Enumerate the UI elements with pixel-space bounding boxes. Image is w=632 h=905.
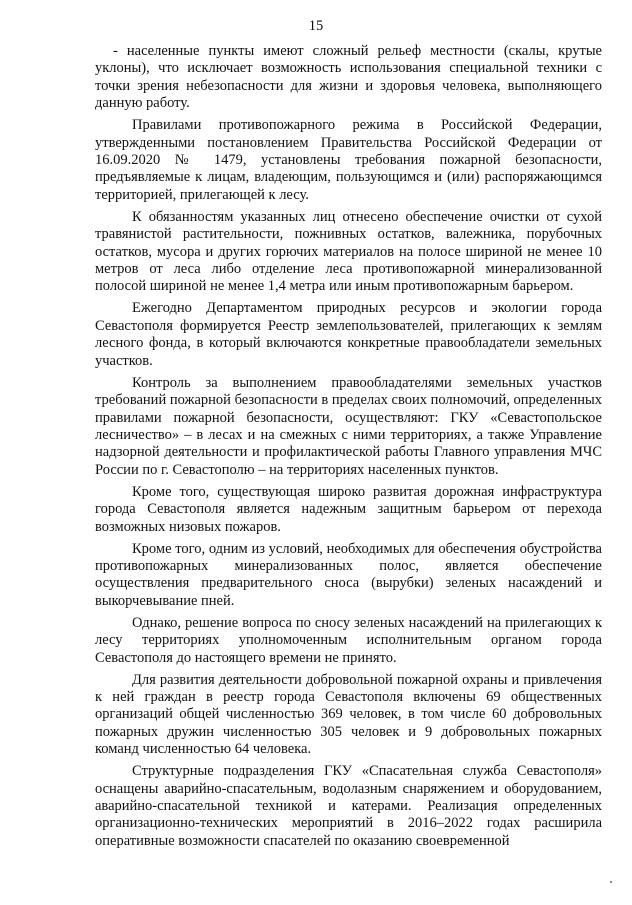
page-number: 15 xyxy=(308,18,324,34)
paragraph-3: К обязанностям указанных лиц отнесено обеспечение очистки от сухой травянистой растительности, пожнивных остатков, валежника, порубочных остатков, мусора и других горючих материалов на полосе шириной не менее 10 метров от леса либо отделение леса противопожарной минерализованной полосой шириной не менее 1,4 метра или иным противопожарным барьером. xyxy=(95,208,602,295)
paragraph-5: Контроль за выполнением правообладателями земельных участков требований пожарной безопасности в пределах своих полномочий, определенных правилами пожарной безопасности, осуществляют: ГКУ «Севастопольское лесничество» – в лесах и на смежных с ними территориях, а также Управление надзорной деятельности и профилактической работы Главного управления МЧС России по г. Севастополю – на территориях населенных пунктов. xyxy=(95,374,602,478)
paragraph-9: Для развития деятельности добровольной пожарной охраны и привлечения к ней граждан в реестр города Севастополя включены 69 общественных организаций общей численностью 369 человек, в том числе 60 добровольных пожарных дружин численностью 305 человек и 9 добровольных пожарных команд численностью 64 человека. xyxy=(95,671,602,758)
document-body xyxy=(95,43,602,855)
paragraph-1: - населенные пункты имеют сложный рельеф местности (скалы, крутые уклоны), что исключает возможность использования специальной техники с точки зрения небезопасности для жизни и здоровья человека, выполняющего данную работу. xyxy=(95,43,602,112)
paragraph-10: Структурные подразделения ГКУ «Спасательная служба Севастополя» оснащены аварийно-спасательным, водолазным снаряжением и оборудованием, аварийно-спасательной техникой и катерами. Реализация определенных организационно-технических мероприятий в 2016–2022 годах расширила оперативные возможности спасателей по оказанию своевременной xyxy=(95,763,602,849)
paragraph-4: Ежегодно Департаментом природных ресурсов и экологии города Севастополя формируется Реестр землепользователей, прилегающих к землям лесного фонда, в который включаются конкретные правообладатели земельных участков. xyxy=(95,300,602,369)
paragraph-8: Однако, решение вопроса по сносу зеленых насаждений на прилегающих к лесу территориях уполномоченным исполнительным органом города Севастополя до настоящего времени не принято. xyxy=(95,614,602,666)
scan-speck xyxy=(610,881,612,883)
paragraph-7: Кроме того, одним из условий, необходимых для обеспечения обустройства противопожарных минерализованных полос, является обеспечение осуществления предварительного сноса (вырубки) зеленых насаждений и выкорчевывание пней. xyxy=(95,540,602,609)
paragraph-2: Правилами противопожарного режима в Российской Федерации, утвержденными постановлением Правительства Российской Федерации от 16.09.2020 № 1479, установлены требования пожарной безопасности, предъявляемые к лицам, владеющим, пользующимся и (или) распоряжающимся территорией, прилегающей к лесу. xyxy=(95,117,602,203)
paragraph-6: Кроме того, существующая широко развитая дорожная инфраструктура города Севастополя является надежным защитным барьером от перехода возможных низовых пожаров. xyxy=(95,483,602,535)
